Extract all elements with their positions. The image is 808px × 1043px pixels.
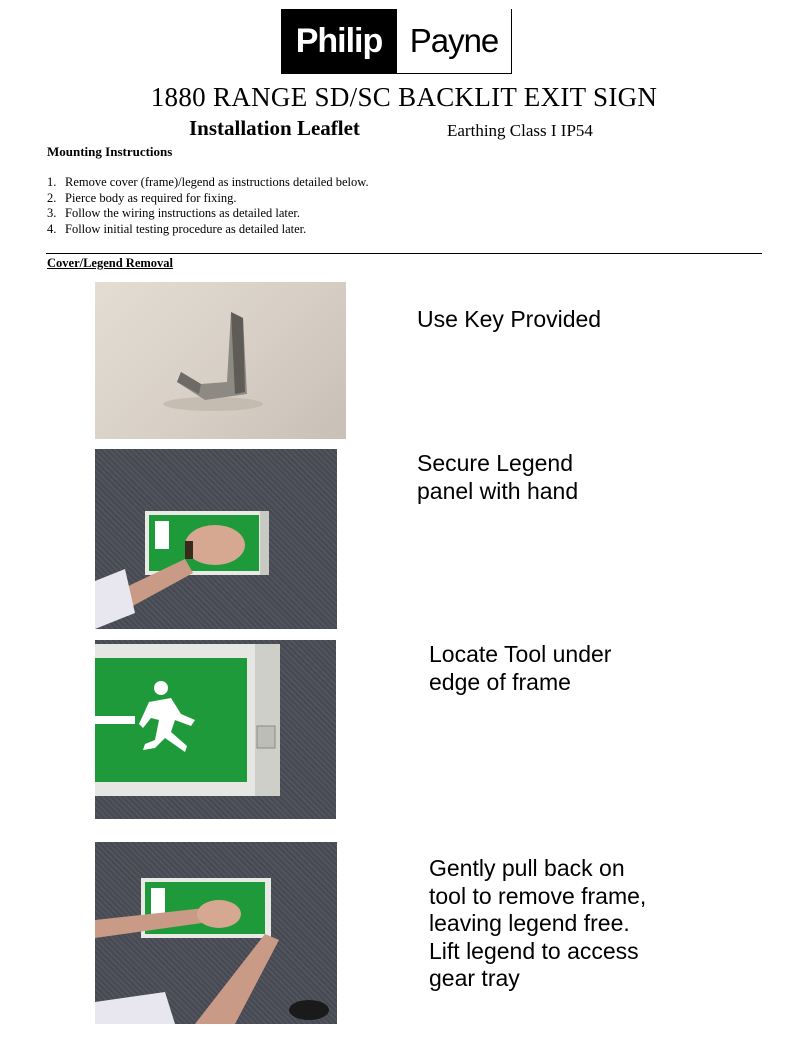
step-number: 2. — [47, 190, 57, 205]
mounting-steps-list — [47, 175, 369, 237]
locate-tool-photo — [95, 640, 336, 819]
step-number: 1. — [47, 175, 57, 189]
step-text: Pierce body as required for fixing. — [65, 190, 237, 205]
caption-remove-frame: Gently pull back on tool to remove frame, leaving legend free. Lift legend to access gear tray — [429, 855, 647, 991]
caption-secure-legend: Secure Legend panel with hand — [417, 450, 579, 504]
list-item — [47, 206, 369, 222]
list-item — [47, 191, 369, 207]
key-photo — [95, 282, 346, 439]
mounting-instructions-heading: Mounting Instructions — [47, 144, 173, 159]
remove-frame-photo — [95, 842, 337, 1024]
logo-left-word: Philip — [281, 9, 397, 74]
step-number: 3. — [47, 206, 57, 220]
list-item — [47, 175, 369, 191]
document-title: 1880 RANGE SD/SC BACKLIT EXIT SIGN — [150, 82, 658, 112]
exit-sign-removal-icon — [95, 842, 337, 1024]
cover-legend-removal-heading: Cover/Legend Removal — [47, 256, 174, 270]
running-man-sign-icon — [95, 640, 336, 819]
list-item — [47, 222, 369, 238]
step-text: Remove cover (frame)/legend as instructions detailed below. — [65, 175, 369, 189]
exit-sign-icon — [95, 449, 337, 629]
document-subtitle: Installation Leaflet — [189, 116, 360, 140]
philip-payne-logo — [281, 9, 512, 74]
earthing-class: Earthing Class I IP54 — [447, 121, 593, 140]
step-number: 4. — [47, 221, 57, 236]
caption-locate-tool: Locate Tool under edge of frame — [429, 641, 612, 695]
secure-legend-photo — [95, 449, 337, 629]
section-divider — [46, 253, 762, 254]
key-icon — [95, 282, 346, 439]
step-text: Follow the wiring instructions as detailed later. — [65, 206, 301, 220]
logo-right-word: Payne — [397, 9, 512, 74]
caption-use-key: Use Key Provided — [417, 306, 602, 332]
step-text: Follow initial testing procedure as detailed later. — [65, 221, 307, 236]
